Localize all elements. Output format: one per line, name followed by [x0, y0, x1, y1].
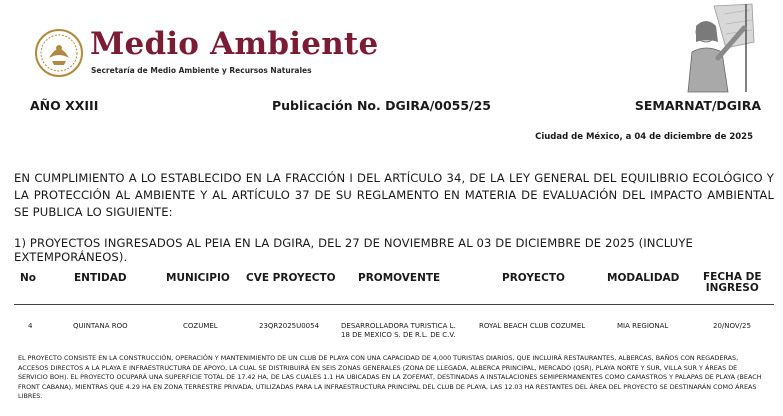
- cell-no: 4: [28, 322, 33, 330]
- header-fecha-line2: INGRESO: [705, 282, 759, 294]
- national-seal-icon: [34, 28, 84, 78]
- header-municipio: MUNICIPIO: [166, 272, 230, 284]
- section-title: 1) PROYECTOS INGRESADOS AL PEIA EN LA DGIRA, DEL 27 DE NOVIEMBRE AL 03 DE DICIEMBRE DE 2025 (INCLUYE EXTEMPORÁNEOS).: [14, 236, 693, 264]
- intro-paragraph: EN CUMPLIMIENTO A LO ESTABLECIDO EN LA FRACCIÓN I DEL ARTÍCULO 34, DE LA LEY GENERAL DEL EQUILIBRIO ECOLÓGICO Y LA PROTECCIÓN AL AMBIENTE Y AL ARTÍCULO 37 DE SU REGLAMENTO EN MATERIA DE EVALUACIÓN DEL IMPACTO AMBIENTAL SE PUBLICA LO SIGUIENTE:: [14, 171, 774, 219]
- cell-modalidad: MIA REGIONAL: [617, 322, 669, 330]
- cell-fecha-ingreso: 20/NOV/25: [713, 322, 751, 330]
- cell-entidad: QUINTANA ROO: [73, 322, 128, 330]
- header-fecha-ingreso: [703, 272, 762, 294]
- brand-title: Medio Ambiente: [90, 26, 379, 62]
- header-entidad: ENTIDAD: [74, 272, 127, 284]
- brand-subtitle: Secretaría de Medio Ambiente y Recursos Naturales: [91, 66, 312, 75]
- cell-municipio: COZUMEL: [183, 322, 218, 330]
- table-header-rule: [14, 304, 774, 305]
- page-header: [0, 0, 783, 92]
- project-description: EL PROYECTO CONSISTE EN LA CONSTRUCCIÓN, OPERACIÓN Y MANTENIMIENTO DE UN CLUB DE PLAYA CON UNA CAPACIDAD DE 4,000 TURISTAS DIARIOS, QUE INCLUIRÁ RESTAURANTES, ALBERCAS, BAÑOS CON REGADERAS, ACCESOS DIRECTOS A LA PLAYA E INFRAESTRUCTURA DE APOYO, LA CUAL SE DISTRIBUIRÁ EN SEIS ZONAS GENERALES (ZONA DE LLEGADA, ALBERCA PRINCIPAL, MERCADO (QSR), PLAYA NORTE Y SUR, VILLA SUR Y ÁREAS DE SERVICIO BOH). EL PROYECTO OCUPARÁ UNA SUPERFICIE TOTAL DE 17.42 HA, DE LAS CUALES 1.1 HA UBICADAS EN LA ZOFEMAT, DESTINADAS A INSTALACIONES SEMIPERMANENTES COMO CAMASTROS Y PALAPAS DE PLAYA (BEACH FRONT CABANA), MIENTRAS QUE 4.29 HA EN ZONA TERRESTRE PRIVADA, UTILIZADAS PARA LA INFRAESTRUCTURA PRINCIPAL DEL CLUB DE PLAYA, LAS 12.03 HA RESTANTES DEL ÁREA DEL PROYECTO SE DESTINARÁN COMO ÁREAS LIBRES.: [18, 354, 762, 400]
- cell-promovente: DESARROLLADORA TURISTICA L. 18 DE MEXICO S. DE R.L. DE C.V.: [341, 322, 456, 339]
- header-proyecto: PROYECTO: [502, 272, 565, 284]
- header-no: No: [20, 272, 37, 284]
- cell-proyecto: ROYAL BEACH CLUB COZUMEL: [479, 322, 586, 330]
- publication-date: Ciudad de México, a 04 de diciembre de 2025: [535, 132, 753, 142]
- publication-year: AÑO XXIII: [30, 98, 99, 113]
- publication-number: Publicación No. DGIRA/0055/25: [272, 98, 492, 113]
- agency-name: SEMARNAT/DGIRA: [634, 98, 761, 113]
- header-modalidad: MODALIDAD: [607, 272, 680, 284]
- header-cve-proyecto: CVE PROYECTO: [246, 272, 336, 284]
- header-fecha-line1: FECHA DE: [703, 271, 762, 283]
- header-promovente: PROMOVENTE: [358, 272, 441, 284]
- flag-figure-icon: [666, 2, 758, 94]
- cell-cve-proyecto: 23QR2025U0054: [259, 322, 320, 330]
